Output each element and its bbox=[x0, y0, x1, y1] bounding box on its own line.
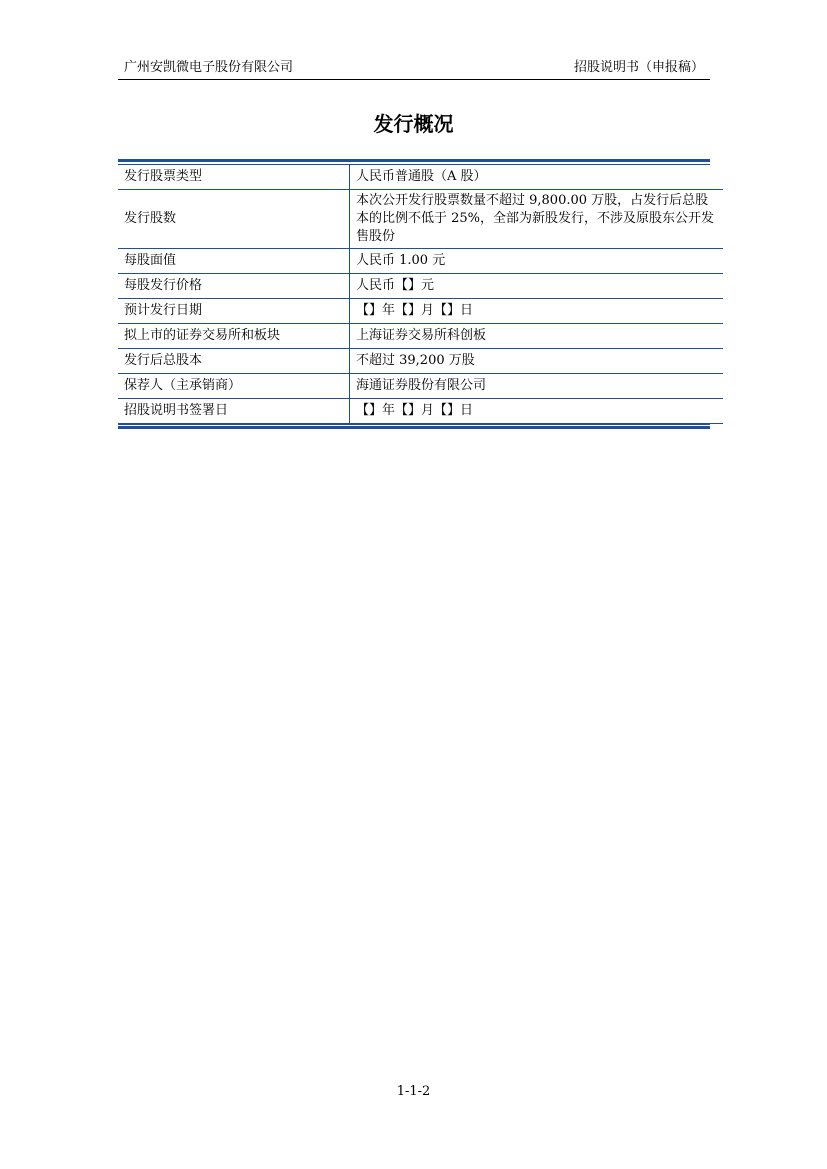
table-row bbox=[118, 165, 723, 190]
table-row bbox=[118, 324, 723, 349]
row-value: 【】年【】月【】日 bbox=[350, 399, 724, 424]
offering-overview-table bbox=[118, 159, 715, 429]
header-company-name: 广州安凯微电子股份有限公司 bbox=[124, 60, 294, 75]
page-number: 1-1-2 bbox=[396, 1084, 431, 1099]
table-row bbox=[118, 299, 723, 324]
table-row bbox=[118, 399, 723, 424]
row-label: 保荐人（主承销商） bbox=[118, 374, 350, 399]
page-header bbox=[118, 58, 710, 78]
row-label: 招股说明书签署日 bbox=[118, 399, 350, 424]
row-value: 人民币【】元 bbox=[350, 274, 724, 299]
table-row bbox=[118, 190, 723, 249]
row-value: 【】年【】月【】日 bbox=[350, 299, 724, 324]
table-row bbox=[118, 374, 723, 399]
header-rule bbox=[118, 79, 710, 80]
row-label: 发行股数 bbox=[118, 190, 350, 249]
row-value: 本次公开发行股票数量不超过 9,800.00 万股，占发行后总股本的比例不低于 25%，全部为新股发行，不涉及原股东公开发售股份 bbox=[350, 190, 724, 249]
table-row bbox=[118, 274, 723, 299]
row-label: 拟上市的证券交易所和板块 bbox=[118, 324, 350, 349]
row-value: 人民币 1.00 元 bbox=[350, 249, 724, 274]
page-title: 发行概况 bbox=[373, 112, 454, 136]
row-label: 每股发行价格 bbox=[118, 274, 350, 299]
header-document-type: 招股说明书（申报稿） bbox=[573, 60, 704, 75]
row-value: 海通证券股份有限公司 bbox=[350, 374, 724, 399]
row-value: 上海证券交易所科创板 bbox=[350, 324, 724, 349]
overview-table bbox=[118, 165, 723, 424]
row-value: 不超过 39,200 万股 bbox=[350, 349, 724, 374]
table-row bbox=[118, 249, 723, 274]
row-value: 人民币普通股（A 股） bbox=[350, 165, 724, 190]
row-label: 每股面值 bbox=[118, 249, 350, 274]
row-label: 发行股票类型 bbox=[118, 165, 350, 190]
row-label: 发行后总股本 bbox=[118, 349, 350, 374]
table-row bbox=[118, 349, 723, 374]
table-bottom-rule bbox=[118, 424, 710, 429]
row-label: 预计发行日期 bbox=[118, 299, 350, 324]
